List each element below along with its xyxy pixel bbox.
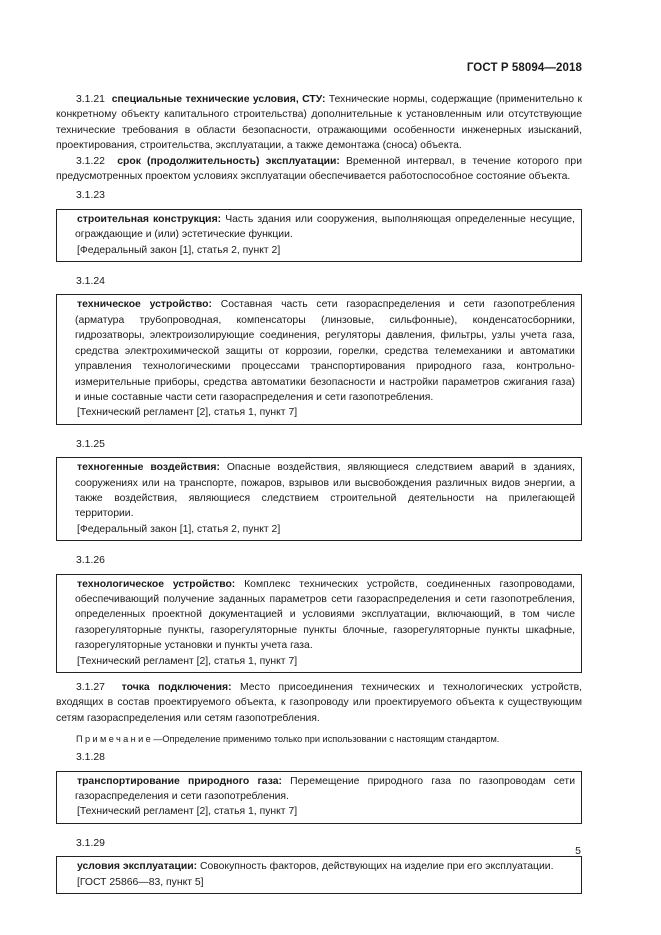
definition-3-1-22: [56, 154, 582, 185]
definitions-section: [56, 92, 582, 894]
definition-box-3-1-28: [56, 771, 582, 824]
definition-source: [Федеральный закон [1], статья 2, пункт 2]: [77, 244, 281, 256]
term: техническое устройство:: [77, 299, 212, 311]
definition-text: Технические нормы, содержащие (применительно к конкретному объекту капитального строительства) дополнительные к установленным или отсутствующие технические требования в области безопасности, отражающими особенности инженерных изысканий, проектирования, строительства, эксплуатации, а также демонтажа (сноса) объекта.: [56, 94, 582, 152]
clause-number: 3.1.22: [76, 155, 105, 167]
term: транспортирование природного газа:: [77, 775, 282, 787]
note-text: —Определение применимо только при использовании с настоящим стандартом.: [153, 734, 500, 745]
clause-number-3-1-24: 3.1.24: [76, 276, 105, 288]
definition-source: [Технический регламент [2], статья 1, пункт 7]: [77, 407, 298, 419]
clause-number-3-1-23: 3.1.23: [76, 190, 105, 202]
term: срок (продолжительность) эксплуатации:: [117, 155, 340, 167]
page-number: 5: [575, 845, 581, 857]
definition-source: [ГОСТ 25866—83, пункт 5]: [77, 876, 204, 888]
definition-box-3-1-25: [56, 457, 582, 541]
definition-text: Часть здания или сооружения, выполняющая определенные несущие, ограждающие и (или) эстетические функции.: [75, 213, 575, 241]
definition-3-1-27: [56, 680, 582, 726]
clause-number: 3.1.27: [76, 682, 105, 693]
definition-text: Место присоединения технических и технологических устройств, входящих в состав проектируемого объекта, к газопроводу или проектируемого объекта к существующим сетям газораспределения или сетям газопотребления.: [56, 682, 582, 724]
definition-text: Временной интервал, в течение которого при предусмотренных проектом условиях эксплуатации обеспечивается работоспособное состояние объекта.: [56, 155, 582, 183]
term: технологическое устройство:: [77, 578, 236, 590]
clause-number-3-1-25: 3.1.25: [76, 438, 105, 450]
definition-box-3-1-24: [56, 294, 582, 424]
clause-number-3-1-28: 3.1.28: [76, 752, 105, 764]
definition-3-1-21: [56, 92, 582, 154]
clause-number-3-1-26: 3.1.26: [76, 555, 105, 567]
term: техногенные воздействия:: [77, 462, 220, 474]
definition-source: [Технический регламент [2], статья 1, пункт 7]: [77, 806, 298, 818]
term: специальные технические условия, СТУ:: [111, 94, 326, 105]
definition-box-3-1-23: [56, 209, 582, 262]
term: точка подключения:: [121, 682, 232, 693]
definition-text: Комплекс технических устройств, соединенных газопроводами, обеспечивающий получение заданных параметров сети газораспределения и сети газопотребления, определенных проектной документацией и условиями эксплуатации, включающий, в том числе газорегуляторные пункты, газорегуляторные пункты блочные, газорегуляторные пункты шкафные, газорегуляторные установки и пункты учета газа.: [75, 578, 576, 652]
note: [56, 733, 582, 746]
definition-source: [Федеральный закон [1], статья 2, пункт 2]: [77, 523, 281, 535]
definition-text: Составная часть сети газораспределения и сети газопотребления (арматура трубопроводная, компенсаторы (линзовые, сильфонные), конденсатосборники, гидрозатворы, электроизолирующие соединения, регуляторы давления, фильтры, узлы учета газа, средства электрохимической защиты от коррозии, горелки, средства телемеханики и автоматики управления технологическими процессами транспортирования природного газа, контрольно-измерительные приборы, средства автоматики безопасности и настройки параметров сжигания газа) и иные составные части сети газораспределения и сети газопотребления.: [75, 299, 575, 403]
definition-text: Опасные воздействия, являющиеся следствием аварий в зданиях, сооружениях или на транспорте, пожаров, взрывов или высвобождения различных видов энергии, а также воздействия, являющиеся следствием строительной деятельности на прилегающей территории.: [75, 462, 575, 520]
term: строительная конструкция:: [77, 213, 222, 225]
definition-text: Совокупность факторов, действующих на изделие при его эксплуатации.: [197, 861, 554, 873]
note-label: Примечание: [76, 734, 154, 745]
clause-number-3-1-29: 3.1.29: [76, 837, 105, 849]
document-code: ГОСТ Р 58094—2018: [466, 62, 582, 74]
term: условия эксплуатации:: [77, 861, 198, 873]
clause-number: 3.1.21: [76, 94, 105, 105]
definition-box-3-1-26: [56, 574, 582, 673]
definition-source: [Технический регламент [2], статья 1, пункт 7]: [77, 655, 298, 667]
definition-text: Перемещение природного газа по газопроводам сети газораспределения и сети газопотребления.: [75, 775, 575, 803]
definition-box-3-1-29: [56, 856, 582, 894]
